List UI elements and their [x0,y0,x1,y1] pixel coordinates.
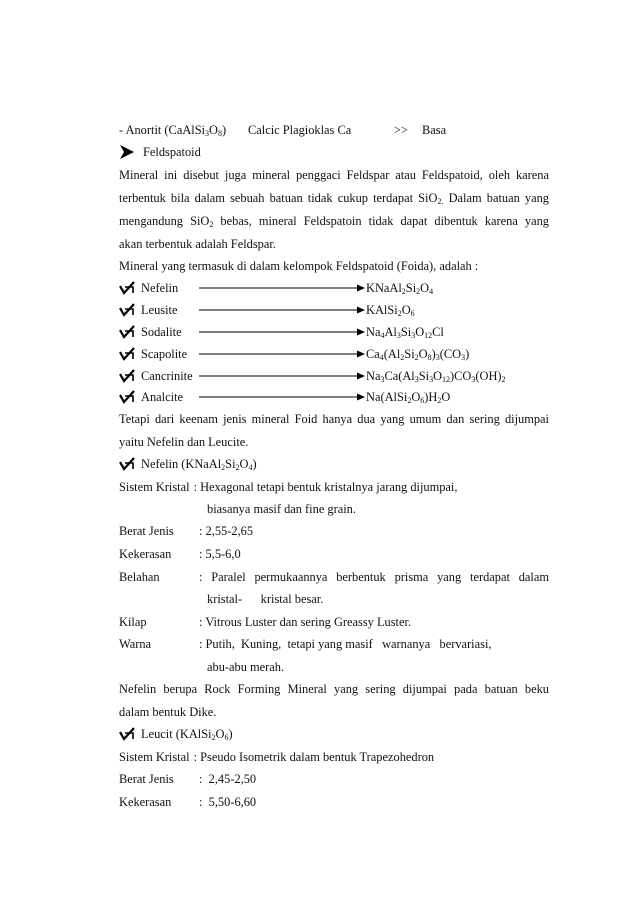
mineral-name: Leusite [141,303,178,317]
prop-value: : Vitrous Luster dan sering Greassy Luster. [199,615,412,629]
formula-text: Na [366,369,381,383]
formula-text: Si [418,369,430,383]
formula-subscript: 12 [442,375,451,384]
formula-subscript: 3 [411,331,416,340]
formula-text: Ca(Al [384,369,415,383]
formula-text: O [441,390,451,404]
prop-label: Berat Jenis [119,772,174,786]
formula-text: ) [465,347,470,361]
formula-subscript: 4 [248,463,253,472]
formula-subscript: 2 [407,396,412,405]
check-arrow-bullet-icon [119,727,135,741]
prop-label: Sistem Kristal [119,750,190,764]
formula-text: O [401,303,411,317]
formula-subscript: 4 [429,287,434,296]
intro-line-2: terbentuk bila dalam sebuah batuan tidak cukup terdapat SiO$_{2.}$ Dalam batuan yang [119,191,549,206]
prop-label: Belahan [119,570,160,584]
formula-text: O [420,281,430,295]
anortit-formula: - Anortit $(CaAlSi_3O_8)$ [119,123,227,138]
formula-text: O [215,727,225,741]
formula-text: O [418,347,428,361]
mineral-name: Analcite [141,390,183,404]
prop-label: Kekerasan [119,795,172,809]
mineral-formula [366,280,433,296]
long-right-arrow-icon [199,305,365,315]
check-arrow-bullet-icon [119,457,135,471]
formula-subscript: 6 [420,396,425,405]
prop-label: Sistem Kristal [119,480,190,494]
prop-value: : Putih, Kuning, tetapi yang masif warnanya bervariasi, [199,637,492,651]
prop-value: : Paralel permukaannya berbentuk prisma yang terdapat dalam [199,570,549,584]
formula-subscript: 3 [380,375,385,384]
formula-text: Si [400,325,412,339]
leucit-sistem-row [119,749,549,765]
formula-subscript: 3 [461,353,466,362]
formula-text: O [415,325,425,339]
formula-text: Ca [366,347,380,361]
long-right-arrow-icon [199,283,365,293]
mineral-name: Scapolite [141,347,188,361]
anortit-arrow-text: >> [394,123,408,137]
nefelin-heading [119,456,549,472]
check-arrow-bullet-icon [119,303,135,317]
formula-text: Al [384,325,397,339]
formula-subscript: 4 [379,353,384,362]
formula-text: (Al [383,347,401,361]
prop-value: : Pseudo Isometrik dalam bentuk Trapezohedron [193,750,435,764]
long-right-arrow-icon [199,349,365,359]
formula-text: KNaAl [366,281,402,295]
prop-value: : 5,50-6,60 [199,795,257,809]
formula-text: )CO [450,369,472,383]
prop-value: : Hexagonal tetapi bentuk kristalnya jarang dijumpai, [193,480,458,494]
formula-subscript: 8 [427,353,432,362]
formula-subscript: 3 [429,375,434,384]
leucit-heading [119,726,549,742]
anortit-type: Calcic Plagioklas Ca [248,123,352,137]
formula-subscript: 4 [380,331,385,340]
intro-line-3: mengandung SiO$_2$ bebas, mineral Feldspatoin tidak dapat dibentuk karena yang [119,214,549,229]
formula-text: )H [424,390,438,404]
formula-text: ) [431,347,436,361]
formula-subscript: 2 [401,287,406,296]
nefelin-para-line-1: Nefelin berupa Rock Forming Mineral yang sering dijumpai pada batuan beku [119,682,549,696]
formula-text: KAlSi [366,303,398,317]
formula-subscript: 2 [416,287,421,296]
check-arrow-bullet-icon [119,347,135,361]
mineral-formula [366,389,450,405]
mineral-formula [366,324,444,340]
intro-line-1: Mineral ini disebut juga mineral penggaci Feldspar atau Feldspatoid, oleh karena [119,168,549,182]
check-arrow-bullet-icon [119,281,135,295]
arrowhead-bullet-icon [119,145,135,159]
prop-label: Kekerasan [119,547,172,561]
check-arrow-bullet-icon [119,325,135,339]
prop-label: Berat Jenis [119,524,174,538]
formula-text: O [239,457,249,471]
formula-text: Na [366,325,381,339]
mineral-name: Sodalite [141,325,182,339]
anortit-result: Basa [422,123,447,137]
formula-subscript: 2 [235,463,240,472]
nefelin-para-line-2: dalam bentuk Dike. [119,705,217,719]
formula-subscript: 2 [414,353,419,362]
formula-text: Nefelin (KNaAl [141,457,222,471]
mineral-formula [366,302,415,318]
intro-line-4: akan terbentuk adalah Feldspar. [119,237,276,251]
anortit-line [119,122,549,138]
formula-text: O [433,369,443,383]
formula-subscript: 2 [211,733,216,742]
mineral-name: Cancrinite [141,369,193,383]
formula-text: Leucit (KAlSi [141,727,212,741]
long-right-arrow-icon [199,327,365,337]
formula-text: Na(AlSi [366,390,408,404]
long-right-arrow-icon [199,392,365,402]
formula-text: Si [404,347,415,361]
formula-subscript: 2 [400,353,405,362]
formula-subscript: 2 [437,396,442,405]
long-right-arrow-icon [199,371,365,381]
formula-subscript: 2 [501,375,506,384]
mineral-formula [366,368,506,384]
formula-subscript: 3 [396,331,401,340]
foid-line-1: Tetapi dari keenam jenis mineral Foid hanya dua yang umum dan sering dijumpai [119,412,549,426]
mineral-formula [366,346,469,362]
foid-line-2: yaitu Nefelin dan Leucite. [119,435,249,449]
feldspatoid-heading: Feldspatoid [119,144,549,160]
formula-subscript: 3 [471,375,476,384]
formula-text: O [411,390,421,404]
formula-text: ) [252,457,257,471]
formula-text: Si [225,457,236,471]
formula-text: Cl [432,325,444,339]
prop-value-cont: abu-abu merah. [207,660,285,674]
mineral-name: Nefelin [141,281,179,295]
list-intro: Mineral yang termasuk di dalam kelompok Feldspatoid (Foida), adalah : [119,259,479,273]
formula-subscript: 2 [221,463,226,472]
prop-value: : 2,55-2,65 [199,524,254,538]
prop-value: : 2,45-2,50 [199,772,257,786]
check-arrow-bullet-icon [119,369,135,383]
formula-subscript: 12 [424,331,433,340]
prop-value-cont: kristal- kristal besar. [207,592,324,606]
formula-subscript: 6 [410,309,415,318]
formula-subscript: 3 [414,375,419,384]
formula-subscript: 6 [224,733,229,742]
formula-text: Si [405,281,417,295]
formula-subscript: 3 [435,353,440,362]
prop-label: Warna [119,637,152,651]
formula-subscript: 2 [397,309,402,318]
check-arrow-bullet-icon [119,390,135,404]
formula-text: ) [228,727,233,741]
prop-value: : 5,5-6,0 [199,547,241,561]
nefelin-sistem-row [119,479,549,495]
formula-text: (OH) [475,369,502,383]
prop-label: Kilap [119,615,147,629]
formula-text: (CO [439,347,462,361]
prop-value-cont: biasanya masif dan fine grain. [207,502,356,516]
